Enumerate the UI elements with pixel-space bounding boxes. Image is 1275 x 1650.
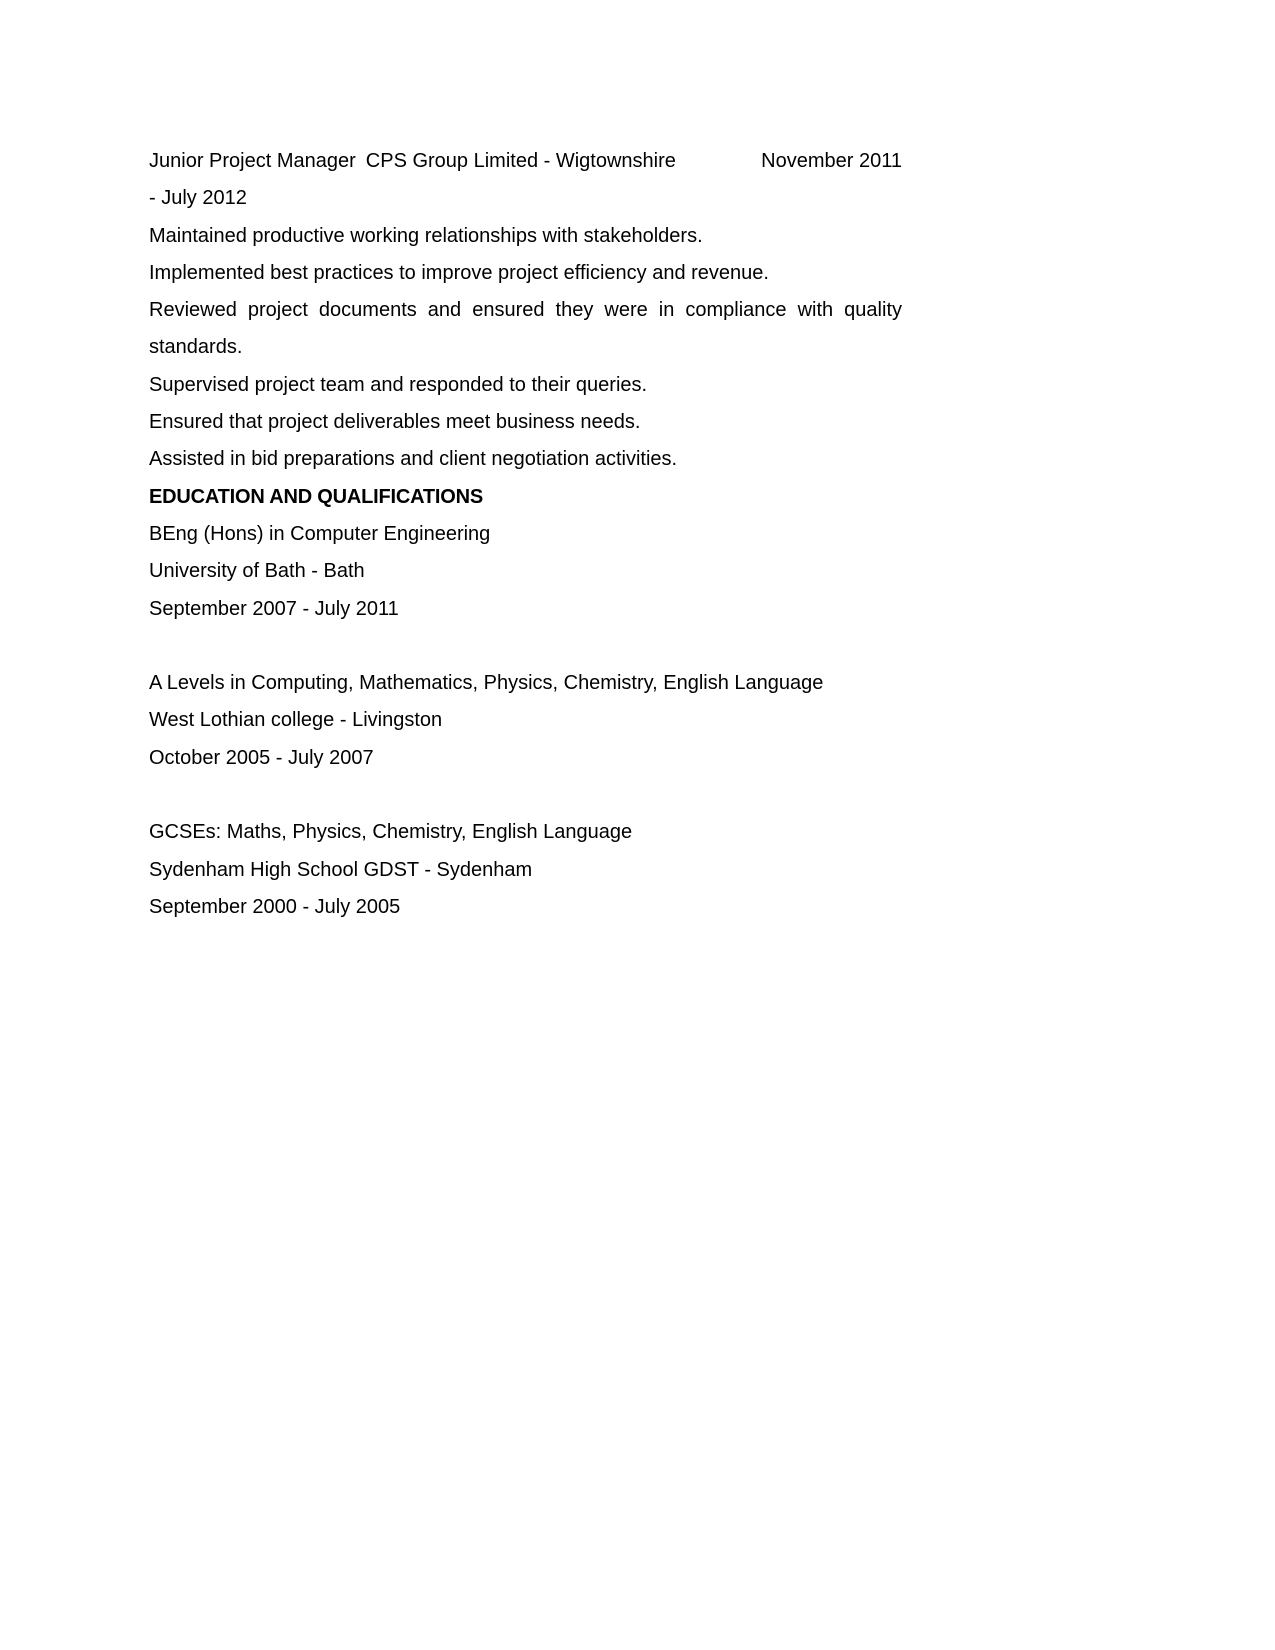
job-header (149, 143, 902, 180)
job-duty: Assisted in bid preparations and client negotiation activities. (149, 448, 678, 471)
job-duty: Supervised project team and responded to their queries. (149, 373, 648, 396)
job-end-date: - July 2012 (149, 187, 247, 210)
study-dates: October 2005 - July 2007 (149, 746, 374, 769)
section-spacer (149, 777, 902, 814)
study-dates: September 2007 - July 2011 (149, 597, 399, 620)
institution-name: Sydenham High School GDST - Sydenham (149, 858, 533, 881)
job-duty: Reviewed project documents and ensured they were in compliance with quality (149, 299, 902, 322)
job-start-date: November 2011 (761, 150, 902, 172)
study-dates: September 2000 - July 2005 (149, 895, 401, 918)
education-entry (149, 665, 902, 777)
education-entry (149, 814, 902, 926)
institution-name: West Lothian college - Livingston (149, 709, 443, 732)
section-spacer (149, 628, 902, 665)
qualification-name: A Levels in Computing, Mathematics, Physics, Chemistry, English Language (149, 672, 824, 695)
job-duty: Maintained productive working relationships with stakeholders. (149, 224, 703, 247)
qualification-name: GCSEs: Maths, Physics, Chemistry, English Language (149, 821, 633, 844)
education-heading: EDUCATION AND QUALIFICATIONS (149, 485, 484, 508)
job-duty: Implemented best practices to improve project efficiency and revenue. (149, 261, 769, 284)
job-duties-list (149, 218, 902, 479)
qualification-name: BEng (Hons) in Computer Engineering (149, 522, 491, 545)
job-title: Junior Project Manager (149, 150, 356, 172)
job-duty: Ensured that project deliverables meet business needs. (149, 411, 641, 434)
job-duty-continuation: standards. (149, 336, 243, 359)
institution-name: University of Bath - Bath (149, 560, 365, 583)
job-company: CPS Group Limited - Wigtownshire (365, 150, 676, 172)
resume-page (149, 143, 902, 926)
education-entry (149, 516, 902, 628)
